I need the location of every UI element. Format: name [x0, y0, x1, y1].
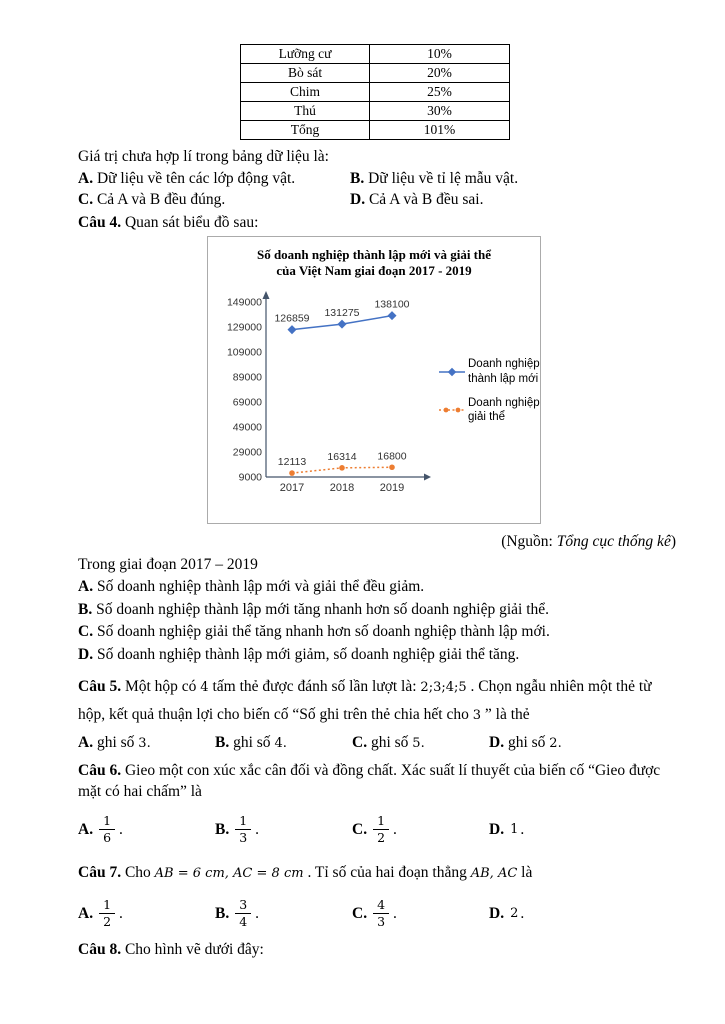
option-letter: D.: [489, 905, 505, 923]
option-letter: D.: [350, 191, 366, 209]
fraction: [235, 898, 251, 930]
fraction-numerator: 1: [99, 814, 115, 830]
option-text: ghi số: [370, 734, 409, 752]
fraction-numerator: 1: [373, 814, 389, 830]
q4-option-c: [78, 621, 676, 643]
svg-text:2019: 2019: [379, 482, 405, 495]
chart-title-line2: của Việt Nam giai đoạn 2017 - 2019: [276, 263, 472, 279]
table-cell-value: 25%: [370, 83, 510, 102]
svg-text:69000: 69000: [232, 396, 262, 409]
svg-text:126859: 126859: [274, 312, 310, 325]
q7-option-a: [78, 898, 215, 930]
legend-label-line1: Doanh nghiệp: [468, 396, 540, 409]
q8-statement: [78, 939, 676, 961]
option-letter: C.: [352, 905, 368, 923]
q5-option-d: [489, 732, 562, 754]
option-letter: B.: [215, 905, 230, 923]
specimen-table: [240, 44, 510, 140]
source-suffix: ): [670, 533, 676, 551]
fraction-denominator: 4: [239, 914, 248, 930]
table-row: [241, 102, 510, 121]
option-letter: B.: [215, 734, 230, 752]
option-letter: C.: [352, 734, 368, 752]
q5-math-count: 4: [200, 680, 209, 696]
option-text: ghi số: [96, 734, 135, 752]
fraction: [235, 814, 251, 846]
chart-source: [78, 531, 676, 553]
svg-text:9000: 9000: [238, 471, 262, 484]
svg-text:29000: 29000: [232, 446, 262, 459]
legend-label-line2: thành lập mới: [468, 372, 539, 385]
q7-option-b: [215, 898, 352, 930]
q4-option-b: [78, 599, 676, 621]
fraction-denominator: 3: [377, 914, 386, 930]
q5-option-c: [352, 732, 489, 754]
q7-options-row: [78, 895, 676, 933]
svg-text:89000: 89000: [232, 371, 262, 384]
q5-math-divisor: 3: [472, 708, 482, 724]
q8-text: Cho hình vẽ dưới đây:: [124, 940, 264, 958]
fraction: [373, 814, 389, 846]
option-text: Số doanh nghiệp thành lập mới giảm, số doanh nghiệp giải thể tăng.: [96, 645, 520, 663]
svg-text:109000: 109000: [226, 346, 262, 359]
svg-text:131275: 131275: [324, 307, 360, 320]
q6-statement: [78, 760, 676, 803]
q6-text: Gieo một con xúc xắc cân đối và đồng chất. Xác suất lí thuyết của biến cố “Gieo được mặt có hai chấm” là: [78, 761, 661, 801]
chart-plot-area: [214, 287, 439, 517]
fraction-denominator: 2: [103, 914, 112, 930]
legend-label-line1: Doanh nghiệp: [468, 358, 540, 371]
svg-text:49000: 49000: [232, 421, 262, 434]
q4-option-d: [78, 644, 676, 666]
chart-legend: [438, 357, 540, 425]
option-letter: A.: [78, 734, 94, 752]
legend-swatch-dotted-line-icon: [438, 405, 466, 415]
option-suffix: .: [393, 821, 397, 839]
q6-option-c: [352, 814, 489, 846]
fraction-denominator: 6: [103, 830, 112, 846]
q3-intro: Giá trị chưa hợp lí trong bảng dữ liệu là:: [78, 148, 329, 165]
q5-text: Một hộp có: [124, 678, 201, 696]
q4-option-a: [78, 576, 676, 598]
table-cell-label: Lưỡng cư: [241, 45, 370, 64]
chart-title: [208, 247, 540, 280]
option-letter: A.: [78, 905, 94, 923]
fraction-denominator: 3: [239, 830, 248, 846]
source-prefix: (Nguồn:: [501, 533, 557, 551]
svg-text:2018: 2018: [329, 482, 355, 495]
q4-label: Câu 4.: [78, 213, 122, 231]
q5-option-a: [78, 732, 215, 754]
legend-item-dissolved-companies: [438, 396, 540, 425]
option-math: 3.: [138, 736, 151, 752]
option-text: Dữ liệu về tỉ lệ mẫu vật.: [368, 169, 519, 187]
svg-text:149000: 149000: [226, 296, 262, 309]
q7-option-c: [352, 898, 489, 930]
option-letter: A.: [78, 821, 94, 839]
option-text: Dữ liệu về tên các lớp động vật.: [96, 169, 296, 187]
q3-option-c: [78, 189, 350, 211]
q5-text: ” là thẻ: [481, 706, 530, 724]
q7-text: Cho: [124, 863, 155, 881]
table-cell-label: Chim: [241, 83, 370, 102]
q6-options-row: [78, 811, 676, 849]
legend-item-new-companies: [438, 357, 540, 386]
q6-option-d: [489, 819, 524, 841]
q7-statement: [78, 859, 676, 887]
option-math: 2.: [549, 736, 562, 752]
q4-intro: Quan sát biểu đồ sau:: [124, 213, 259, 231]
option-text: Cả A và B đều sai.: [368, 191, 484, 209]
q7-math-segments: AB, AC: [470, 865, 518, 881]
option-suffix: .: [255, 821, 260, 839]
legend-label: [468, 357, 540, 386]
option-math: 5.: [412, 736, 425, 752]
table-row: [241, 83, 510, 102]
q5-text: tấm thẻ được đánh số lần lượt là:: [208, 678, 421, 696]
legend-label-line2: giải thể: [468, 411, 506, 424]
q7-label: Câu 7.: [78, 863, 122, 881]
option-suffix: .: [119, 905, 123, 923]
q5-statement: [78, 673, 676, 729]
q5-math-numbers: 2;3;4;5: [420, 680, 467, 696]
q6-label: Câu 6.: [78, 761, 122, 779]
svg-text:2017: 2017: [279, 482, 305, 495]
option-letter: B.: [215, 821, 230, 839]
q5-options-row: [78, 732, 676, 754]
option-letter: D.: [78, 645, 94, 663]
svg-text:129000: 129000: [226, 321, 262, 334]
table-cell-value: 10%: [370, 45, 510, 64]
q4-intro-line: [78, 212, 676, 234]
table-cell-value: 20%: [370, 64, 510, 83]
q5-text: . Chọn ngẫu nhiên một thẻ từ hộp, kết quả thuận lợi cho biến cố “Số ghi trên thẻ chia hết cho: [78, 678, 652, 724]
q3-options-row-2: [78, 189, 676, 211]
q7-option-d: [489, 903, 524, 925]
option-math: 1: [510, 821, 519, 837]
option-text: Số doanh nghiệp giải thể tăng nhanh hơn số doanh nghiệp thành lập mới.: [96, 623, 550, 641]
option-text: Số doanh nghiệp thành lập mới và giải thể đều giảm.: [96, 578, 425, 596]
source-name: Tổng cục thống kê: [556, 533, 671, 551]
svg-text:138100: 138100: [374, 298, 410, 311]
table-cell-label: Bò sát: [241, 64, 370, 83]
table-row: [241, 121, 510, 140]
option-text: ghi số: [507, 734, 546, 752]
q3-option-a: [78, 168, 350, 190]
option-suffix: .: [393, 905, 397, 923]
option-letter: B.: [78, 600, 93, 618]
q3-option-b: [350, 168, 518, 190]
q6-option-a: [78, 814, 215, 846]
q7-text: là: [517, 863, 533, 881]
svg-text:16314: 16314: [327, 450, 357, 463]
q5-label: Câu 5.: [78, 678, 122, 696]
option-letter: B.: [350, 169, 365, 187]
option-suffix: .: [520, 905, 525, 923]
option-letter: C.: [78, 191, 94, 209]
fraction-numerator: 1: [235, 814, 251, 830]
fraction-numerator: 4: [373, 898, 389, 914]
option-letter: C.: [78, 623, 94, 641]
q7-math-lengths: AB = 6 cm, AC = 8 cm: [154, 865, 304, 881]
table-cell-value: 30%: [370, 102, 510, 121]
option-letter: D.: [489, 734, 505, 752]
svg-text:16800: 16800: [377, 450, 407, 463]
option-text: ghi số: [233, 734, 271, 752]
legend-label: [468, 396, 540, 425]
q7-text: . Tỉ số của hai đoạn thẳng: [303, 863, 471, 881]
option-letter: A.: [78, 578, 94, 596]
option-math: 4.: [274, 736, 287, 752]
option-text: Cả A và B đều đúng.: [96, 191, 226, 209]
svg-text:12113: 12113: [277, 456, 307, 469]
q6-option-b: [215, 814, 352, 846]
table-row: [241, 64, 510, 83]
fraction-denominator: 2: [377, 830, 386, 846]
table-cell-label: Thú: [241, 102, 370, 121]
option-letter: D.: [489, 821, 505, 839]
fraction-numerator: 1: [99, 898, 115, 914]
option-suffix: .: [119, 821, 123, 839]
option-suffix: .: [520, 821, 525, 839]
chart-title-line1: Số doanh nghiệp thành lập mới và giải thể: [256, 247, 492, 263]
q3-options-row-1: [78, 168, 676, 190]
line-chart: [207, 236, 541, 524]
q3-option-d: [350, 189, 483, 211]
option-suffix: .: [255, 905, 260, 923]
table-cell-label: Tổng: [241, 121, 370, 140]
option-math: 2: [510, 905, 519, 921]
legend-swatch-line-diamond-icon: [438, 367, 466, 377]
fraction-numerator: 3: [235, 898, 251, 914]
table-row: [241, 45, 510, 64]
option-letter: A.: [78, 169, 94, 187]
fraction: [99, 814, 115, 846]
q5-option-b: [215, 732, 352, 754]
fraction: [373, 898, 389, 930]
option-text: Số doanh nghiệp thành lập mới tăng nhanh hơn số doanh nghiệp giải thể.: [96, 600, 549, 618]
q8-label: Câu 8.: [78, 940, 122, 958]
option-letter: C.: [352, 821, 368, 839]
table-cell-value: 101%: [370, 121, 510, 140]
fraction: [99, 898, 115, 930]
q4-sub-intro: Trong giai đoạn 2017 – 2019: [78, 555, 258, 573]
